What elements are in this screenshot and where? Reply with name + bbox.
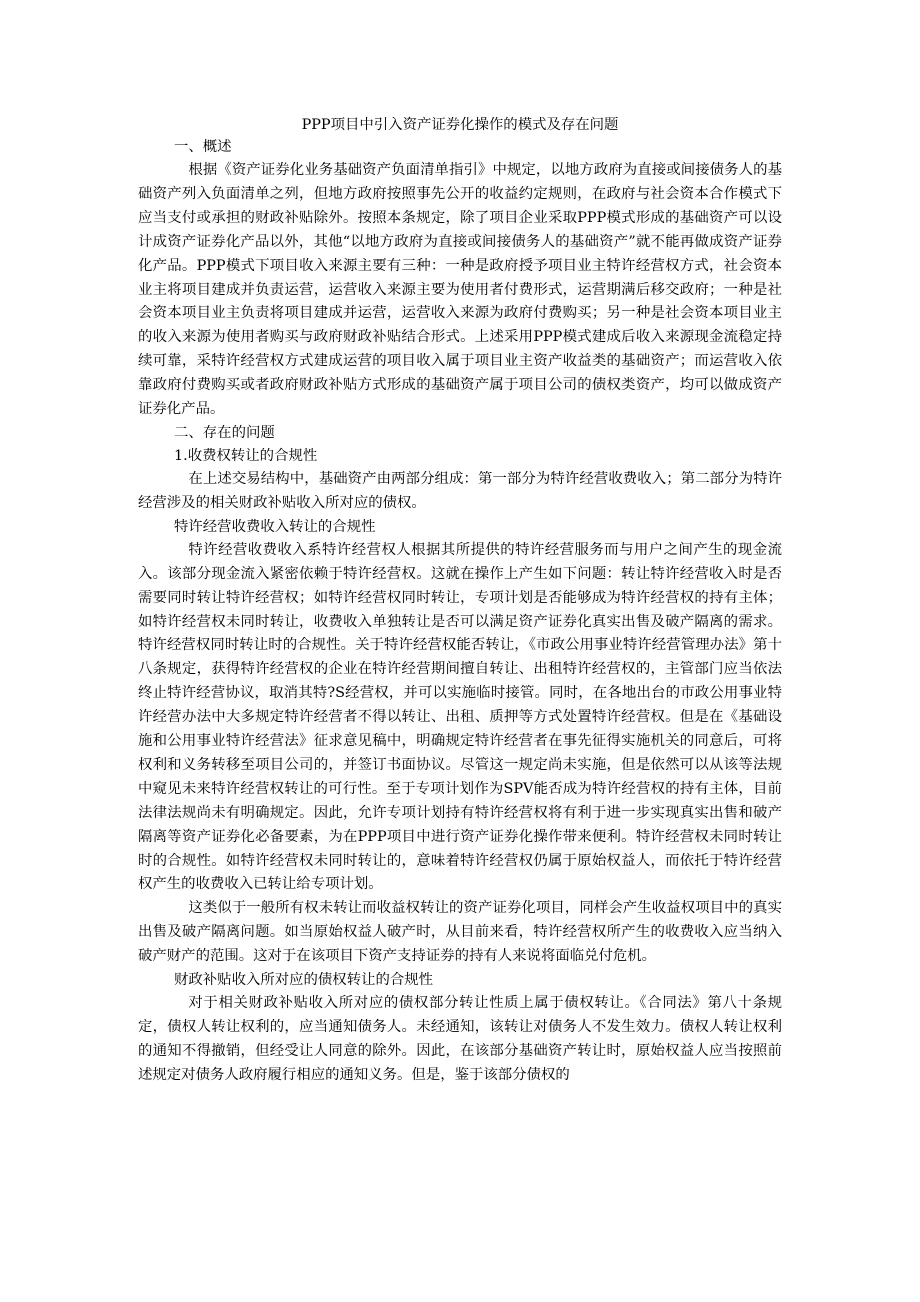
document-title: PPP项目中引入资产证券化操作的模式及存在问题: [301, 117, 619, 133]
section-heading-overview: 一、概述: [174, 139, 232, 155]
subheading-franchise-fee-income: 特许经营收费收入转让的合规性: [174, 518, 376, 535]
overview-paragraph: 根据《资产证券化业务基础资产负面清单指引》中规定，以地方政府为直接或间接债务人的基础资产列入负面清单之列，但地方政府按照事先公开的收益约定规则，在政府与社会资本合作模式下应当支付或承担的财政补贴除外。按照本条规定，除了项目企业采取PPP模式形成的基础资产可以设计成资产证券化产品以外，其他“以地方政府为直接或间接债务人的基础资产”就不能再做成资产证券化产品。PPP模式下项目收入来源主要有三种：一种是政府授予项目业主特许经营权方式，社会资本业主将项目建成并负责运营，运营收入来源主要为使用者付费形式，运营期满后移交政府；一种是社会资本项目业主负责将项目建成并运营，运营收入来源为政府付费购买；另一种是社会资本项目业主的收入来源为使用者购买与政府财政补贴结合形式。上述采用PPP模式建成后收入来源现金流稳定持续可靠，采特许经营权方式建成运营的项目收入属于项目业主资产收益类的基础资产；而运营收入依靠政府付费购买或者政府财政补贴方式形成的基础资产属于项目公司的债权类资产，均可以做成资产证券化产品。: [138, 162, 782, 418]
subheading-fee-right-transfer: 1.收费权转让的合规性: [174, 447, 318, 464]
paragraph-franchise-fee-income: 特许经营收费收入系特许经营权人根据其所提供的特许经营服务而与用户之间产生的现金流入。该部分现金流入紧密依赖于特许经营权。这就在操作上产生如下问题：转让特许经营收入时是否需要同时转让特许经营权；如特许经营权同时转让，专项计划是否能够成为特许经营权的持有主体；如特许经营权未同时转让，收费收入单独转让是否可以满足资产证券化真实出售及破产隔离的需求。特许经营权同时转让时的合规性。关于特许经营权能否转让，《市政公用事业特许经营管理办法》第十八条规定，获得特许经营权的企业在特许经营期间擅自转让、出租特许经营权的，主管部门应当依法终止特许经营协议，取消其特?S经营权，并可以实施临时接管。同时，在各地出台的市政公用事业特许经营办法中大多规定特许经营者不得以转让、出租、质押等方式处置特许经营权。但是在《基础设施和公用事业特许经营法》征求意见稿中，明确规定特许经营者在事先征得实施机关的同意后，可将权利和义务转移至项目公司的，并签订书面协议。尽管这一规定尚未实施，但是依然可以从该等法规中窥见未来特许经营权转让的可行性。至于专项计划作为SPV能否成为特许经营权的持有主体，目前法律法规尚未有明确规定。因此，允许专项计划持有特许经营权将有利于进一步实现真实出售和破产隔离等资产证券化必备要素，为在PPP项目中进行资产证券化操作带来便利。特许经营权未同时转让时的合规性。如特许经营权未同时转让的，意味着特许经营权仍属于原始权益人，而依托于特许经营权产生的收费收入已转让给专项计划。: [138, 541, 782, 893]
subheading-subsidy-claim-transfer: 财政补贴收入所对应的债权转让的合规性: [174, 972, 434, 989]
paragraph-transaction-structure: 在上述交易结构中，基础资产由两部分组成：第一部分为特许经营收费收入；第二部分为特许经营涉及的相关财政补贴收入所对应的债权。: [138, 470, 782, 511]
section-heading-issues: 二、存在的问题: [174, 424, 275, 441]
paragraph-income-right-transfer: 这类似于一般所有权未转让而收益权转让的资产证券化项目，同样会产生收益权项目中的真实出售及破产隔离问题。如当原始权益人破产时，从目前来看，特许经营权所产生的收费收入应当纳入破产财产的范围。这对于在该项目下资产支持证券的持有人来说将面临兑付危机。: [138, 900, 782, 965]
paragraph-subsidy-claim-transfer: 对于相关财政补贴收入所对应的债权部分转让性质上属于债权转让。《合同法》第八十条规定，债权人转让权利的，应当通知债务人。未经通知，该转让对债务人不发生效力。债权人转让权利的通知不得撤销，但经受让人同意的除外。因此，在该部分基础资产转让时，原始权益人应当按照前述规定对债务人政府履行相应的通知义务。但是，鉴于该部分债权的: [138, 995, 782, 1083]
document-page: [138, 114, 782, 1088]
